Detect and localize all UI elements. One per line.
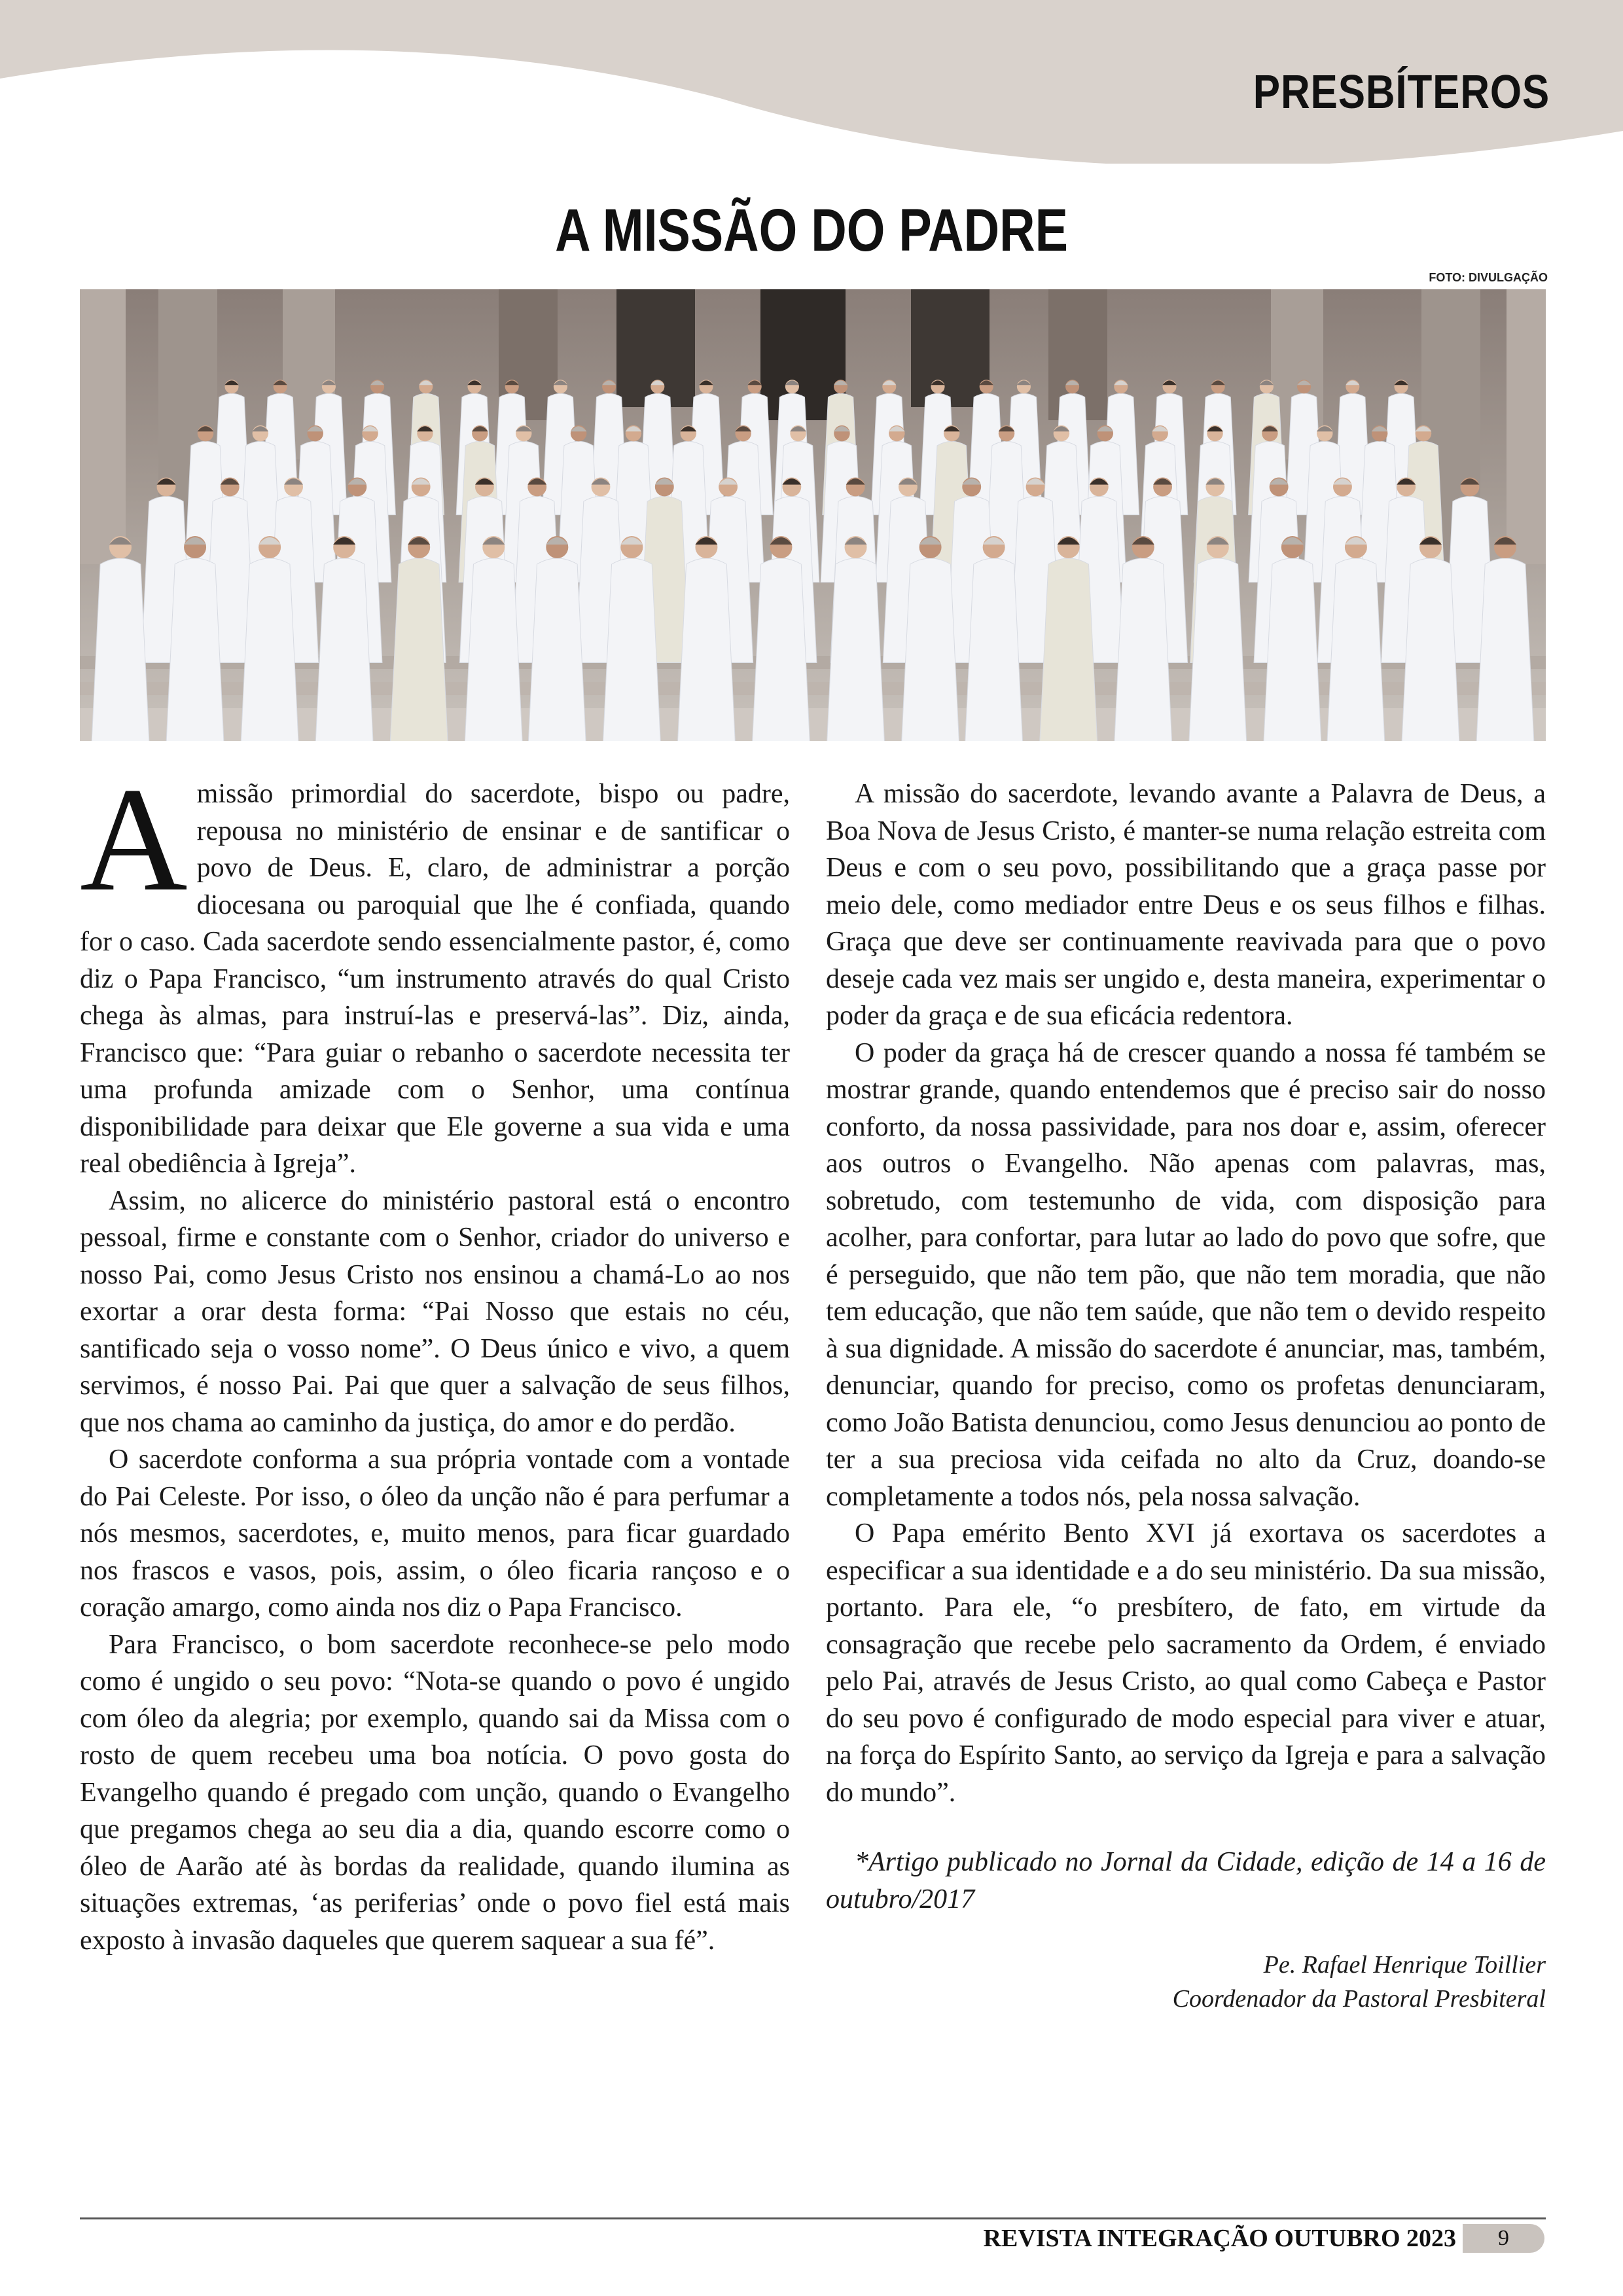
left-column	[80, 757, 790, 1959]
priest-figure	[528, 558, 587, 741]
priest-figure	[965, 558, 1024, 741]
priest-figure	[315, 558, 374, 741]
paragraph: O poder da graça há de crescer quando a nossa fé também se mostrar grande, quando entendemos que é preciso sair do nosso conforto, da nossa passividade, para nos doar e, assim, oferecer aos outros o Evangelho. Não apenas com palavras, mas, sobretudo, com testemunho de vida, com disposição para acolher, para confortar, para lutar ao lado do povo que sofre, que é perseguido, que não tem pão, que não tem moradia, que não tem educação, que não tem saúde, que não tem o devido respeito à sua dignidade. A missão do sacerdote é anunciar, mas, também, denunciar, quando for preciso, como os profetas denunciaram, como João Batista denunciou, como Jesus denunciou ao ponto de ter a sua preciosa vida ceifada no alto da Cruz, doando-se completamente a todos nós, pela nossa salvação.	[826, 1037, 1546, 1512]
priest-figure	[1327, 558, 1385, 741]
article-title: A MISSÃO DO PADRE	[555, 197, 1068, 264]
paragraph	[80, 757, 790, 1183]
priest-figure	[1263, 558, 1322, 741]
paragraph: Para Francisco, o bom sacerdote reconhece-se pelo modo como é ungido o seu povo: “Nota-se quando o povo é ungido com óleo da alegria; por exemplo, quando sai da Missa com o rosto de quem recebeu uma boa notícia. O povo gosta do Evangelho quando é pregado com unção, quando o Evangelho que pregamos chega ao seu dia a dia, quando escorre como o óleo de Aarão até às bordas da realidade, quando ilumina as situações extremas, ‘as periferias’ onde o povo fiel está mais exposto à invasão daqueles que querem saquear a sua fé”.	[80, 1629, 790, 1956]
priest-figure	[166, 558, 224, 741]
priest-figure	[752, 558, 811, 741]
priest-figure	[1114, 558, 1173, 741]
footer-rule	[80, 2217, 1546, 2219]
paragraph: A missão do sacerdote, levando avante a Palavra de Deus, a Boa Nova de Jesus Cristo, é manter-se numa relação estreita com Deus e com o seu povo, possibilitando que a graça passe por meio dele, como mediador entre Deus e os seus filhos e filhas. Graça que deve ser continuamente reavivada para que o povo deseje cada vez mais ser ungido e, desta maneira, experimentar o poder da graça e de sua eficácia redentora.	[826, 779, 1546, 1031]
paragraph: Assim, no alicerce do ministério pastoral está o encontro pessoal, firme e constante com o Senhor, criador do universo e nosso Pai, como Jesus Cristo nos ensinou a chamá-Lo ao nos exortar a orar desta forma: “Pai Nosso que estais no céu, santificado seja o vosso nome”. O Deus único e vivo, a quem servimos, é nosso Pai. Pai que quer a salvação de seus filhos, que nos chama ao caminho da justiça, do amor e do perdão.	[80, 1185, 790, 1438]
signature	[826, 1948, 1546, 2016]
priest-figure	[240, 558, 299, 741]
page-number: 9	[1463, 2224, 1544, 2253]
photo-credit: FOTO: DIVULGAÇÃO	[1429, 271, 1548, 284]
priest-figure	[1401, 558, 1460, 741]
priest-figure	[91, 558, 150, 741]
priest-figure	[827, 558, 885, 741]
publication-note: *Artigo publicado no Jornal da Cidade, edição de 14 a 16 de outubro/2017	[826, 1847, 1546, 1914]
paragraph: O Papa emérito Bento XVI já exortava os sacerdotes a especificar a sua identidade e a do seu ministério. Da sua missão, portanto. Para ele, “o presbítero, de fato, em virtude da consagração que recebe pelo sacramento da Ordem, é enviado pelo Pai, através de Jesus Cristo, ao qual como Cabeça e Pastor do seu povo é configurado de modo especial para viver e atuar, na força do Espírito Santo, ao serviço da Igreja e para a salvação do mundo”.	[826, 1518, 1546, 1808]
paragraph: O sacerdote conforma a sua própria vontade com a vontade do Pai Celeste. Por isso, o óleo da unção não é para perfumar a nós mesmos, sacerdotes, e, muito menos, para ficar guardado nos frascos e vasos, pois, assim, o óleo ficaria rançoso e o coração amargo, como ainda nos diz o Papa Francisco.	[80, 1444, 790, 1623]
priest-figure	[677, 558, 736, 741]
priest-figure	[1188, 558, 1247, 741]
priest-figure	[1039, 558, 1098, 741]
right-column	[826, 776, 1546, 2016]
priest-figure	[603, 558, 662, 741]
priest-figure	[389, 558, 448, 741]
drop-cap: A	[80, 757, 188, 922]
author-role: Coordenador da Pastoral Presbiteral	[1172, 1985, 1546, 2013]
group-photo	[80, 289, 1546, 741]
author-name: Pe. Rafael Henrique Toillier	[1263, 1951, 1546, 1979]
section-label: PRESBÍTEROS	[1253, 66, 1550, 118]
paragraph-text: missão primordial do sacerdote, bispo ou padre, repousa no ministério de ensinar e de santificar o povo de Deus. E, claro, de administrar a porção diocesana ou paroquial que lhe é confiada, quando for o caso. Cada sacerdote sendo essencialmente pastor, é, como diz o Papa Francisco, “um instrumento através do qual Cristo chega às almas, para instruí-las e preservá-las”. Diz, ainda, Francisco que: “Para guiar o rebanho o sacerdote necessita ter uma profunda amizade com o Senhor, uma contínua disponibilidade para deixar que Ele governe a sua vida e uma real obediência à Igreja”.	[80, 779, 790, 1179]
priest-figure	[1476, 558, 1535, 741]
priest-figure	[464, 558, 523, 741]
footer-publication: REVISTA INTEGRAÇÃO OUTUBRO 2023	[983, 2225, 1456, 2252]
priest-figure	[901, 558, 960, 741]
